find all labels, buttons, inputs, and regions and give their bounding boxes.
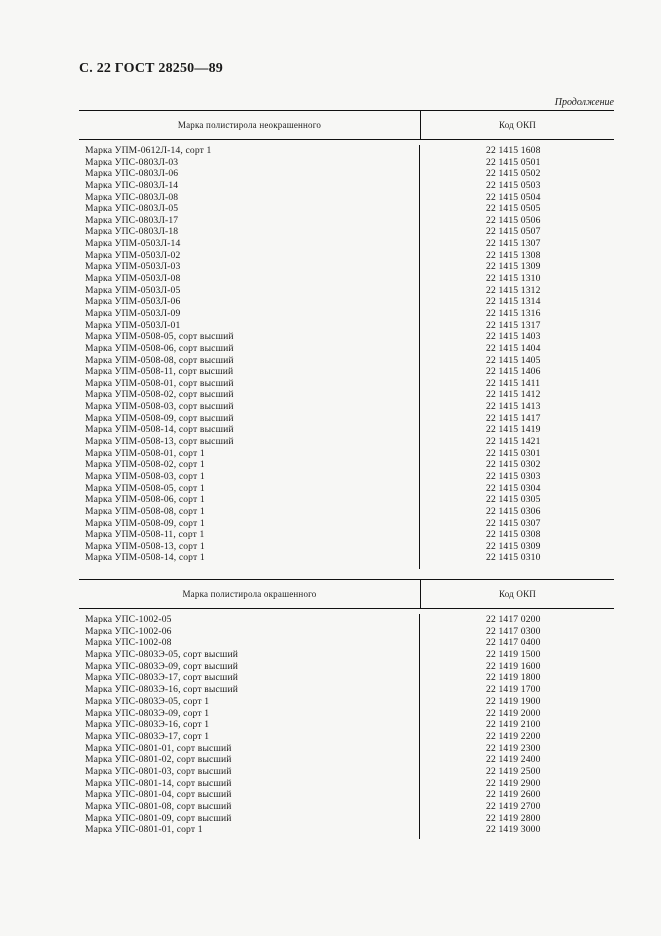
row-code-cell: 22 1415 0302	[486, 459, 541, 471]
row-code-cell: 22 1415 1405	[486, 354, 541, 366]
row-name-cell: Марка УПМ-0503Л-01	[85, 319, 181, 331]
row-code-cell: 22 1415 1417	[486, 412, 541, 424]
row-name-cell: Марка УПМ-0612Л-14, сорт 1	[85, 145, 212, 156]
row-code-cell: 22 1415 0307	[486, 517, 541, 529]
row-code-cell: 22 1415 0309	[486, 540, 541, 552]
row-name-cell: Марка УПС-1002-08	[85, 637, 172, 649]
row-code-cell: 22 1415 1314	[486, 296, 541, 308]
row-name-cell: Марка УПМ-0508-02, сорт 1	[85, 459, 205, 471]
row-code-cell: 22 1419 2300	[486, 742, 541, 754]
row-name-cell: Марка УПМ-0508-14, сорт высший	[85, 424, 234, 436]
row-code-cell: 22 1415 1308	[486, 249, 541, 261]
row-code-cell: 22 1417 0400	[486, 637, 541, 649]
row-name-cell: Марка УПС-0803Э-16, сорт высший	[85, 684, 239, 696]
row-name-cell: Марка УПМ-0508-11, сорт высший	[85, 366, 234, 378]
row-code-cell: 22 1419 1900	[486, 695, 541, 707]
row-name-cell: Марка УПС-0803Л-08	[85, 191, 179, 203]
row-name-cell: Марка УПС-0803Л-03	[85, 156, 179, 168]
row-name-cell: Марка УПМ-0508-03, сорт высший	[85, 401, 234, 413]
row-name-cell: Марка УПС-0803Э-16, сорт 1	[85, 719, 210, 731]
row-name-cell: Марка УПМ-0508-09, сорт высший	[85, 412, 234, 424]
code-column	[420, 145, 614, 569]
row-name-cell: Марка УПМ-0503Л-14	[85, 238, 181, 250]
row-code-cell: 22 1415 0503	[486, 179, 541, 191]
row-name-cell: Марка УПС-0803Э-05, сорт 1	[85, 695, 210, 707]
row-code-cell: 22 1415 0501	[486, 156, 541, 168]
row-name-cell: Марка УПМ-0503Л-06	[85, 296, 181, 308]
row-code-cell: 22 1415 0306	[486, 505, 541, 517]
row-name-cell: Марка УПМ-0508-13, сорт высший	[85, 436, 234, 448]
row-name-cell: Марка УПС-0801-01, сорт высший	[85, 742, 232, 754]
row-name-cell: Марка УПС-1002-05	[85, 614, 172, 625]
row-name-cell: Марка УПС-0801-04, сорт высший	[85, 789, 232, 801]
row-code-cell: 22 1415 0301	[486, 447, 541, 459]
row-code-cell: 22 1419 2800	[486, 812, 541, 824]
name-column	[79, 614, 420, 839]
row-name-cell: Марка УПС-0801-08, сорт высший	[85, 801, 232, 812]
row-name-cell: Марка УПМ-0508-05, сорт высший	[85, 331, 234, 343]
row-name-cell: Марка УПС-0803Л-17	[85, 214, 179, 226]
page-header: С. 22 ГОСТ 28250—89	[79, 61, 223, 76]
row-name-cell: Марка УПМ-0508-08, сорт 1	[85, 505, 205, 517]
row-code-cell: 22 1419 1700	[486, 684, 541, 696]
row-name-cell: Марка УПС-0801-09, сорт высший	[85, 812, 232, 824]
table-body	[79, 140, 614, 569]
row-name-cell: Марка УПМ-0503Л-08	[85, 273, 181, 285]
row-code-cell: 22 1419 2100	[486, 719, 541, 731]
row-code-cell: 22 1419 1500	[486, 649, 541, 661]
row-code-cell: 22 1415 0507	[486, 226, 541, 238]
row-name-cell: Марка УПС-0803Э-09, сорт высший	[85, 660, 239, 672]
row-name-cell: Марка УПС-0803Л-18	[85, 226, 179, 238]
row-code-cell: 22 1419 2600	[486, 789, 541, 801]
row-code-cell: 22 1419 1800	[486, 672, 541, 684]
row-code-cell: 22 1415 0506	[486, 214, 541, 226]
row-name-cell: Марка УПМ-0503Л-05	[85, 284, 181, 296]
row-code-cell: 22 1415 1309	[486, 261, 541, 273]
row-name-cell: Марка УПС-0803Э-17, сорт 1	[85, 730, 210, 742]
row-name-cell: Марка УПС-0803Л-05	[85, 203, 179, 215]
row-name-cell: Марка УПС-0803Л-14	[85, 179, 179, 191]
row-code-cell: 22 1415 1421	[486, 436, 541, 448]
row-name-cell: Марка УПС-0801-14, сорт высший	[85, 777, 232, 789]
row-name-cell: Марка УПМ-0508-06, сорт 1	[85, 494, 205, 506]
row-code-cell: 22 1415 1413	[486, 401, 541, 413]
row-name-cell: Марка УПМ-0508-11, сорт 1	[85, 529, 205, 541]
row-code-cell: 22 1415 1307	[486, 238, 541, 250]
row-code-cell: 22 1419 2400	[486, 754, 541, 766]
row-name-cell: Марка УПС-0803Э-17, сорт высший	[85, 672, 239, 684]
row-code-cell: 22 1415 1310	[486, 273, 541, 285]
row-code-cell: 22 1415 1412	[486, 389, 541, 401]
row-code-cell: 22 1415 0505	[486, 203, 541, 215]
row-code-cell: 22 1415 1312	[486, 284, 541, 296]
row-code-cell: 22 1415 1317	[486, 319, 541, 331]
row-name-cell: Марка УПМ-0508-13, сорт 1	[85, 540, 205, 552]
table-header	[79, 579, 614, 609]
row-name-cell: Марка УПС-0801-01, сорт 1	[85, 824, 203, 836]
row-name-cell: Марка УПМ-0508-02, сорт высший	[85, 389, 234, 401]
row-name-cell: Марка УПМ-0508-01, сорт высший	[85, 377, 234, 389]
row-code-cell: 22 1419 2000	[486, 707, 541, 719]
row-code-cell: 22 1415 0310	[486, 552, 541, 564]
table-header	[79, 110, 614, 140]
row-code-cell: 22 1419 2900	[486, 777, 541, 789]
row-name-cell: Марка УПС-0803Э-09, сорт 1	[85, 707, 210, 719]
row-code-cell: 22 1415 1608	[486, 145, 541, 156]
row-name-cell: Марка УПМ-0503Л-03	[85, 261, 181, 273]
row-name-cell: Марка УПМ-0508-09, сорт 1	[85, 517, 205, 529]
continuation-label: Продолжение	[554, 97, 614, 108]
row-code-cell: 22 1415 0305	[486, 494, 541, 506]
column-header-code: Код ОКП	[498, 589, 537, 599]
row-code-cell: 22 1419 1600	[486, 660, 541, 672]
row-code-cell: 22 1419 2700	[486, 801, 541, 812]
row-name-cell: Марка УПМ-0508-06, сорт высший	[85, 342, 234, 354]
row-code-cell: 22 1415 0504	[486, 191, 541, 203]
row-code-cell: 22 1419 2200	[486, 730, 541, 742]
row-code-cell: 22 1415 1411	[486, 377, 541, 389]
row-code-cell: 22 1415 1406	[486, 366, 541, 378]
row-code-cell: 22 1415 0308	[486, 529, 541, 541]
row-code-cell: 22 1415 1404	[486, 342, 541, 354]
row-code-cell: 22 1415 0502	[486, 168, 541, 180]
row-name-cell: Марка УПМ-0508-01, сорт 1	[85, 447, 205, 459]
row-name-cell: Марка УПС-0803Э-05, сорт высший	[85, 649, 239, 661]
column-header-name: Марка полистирола окрашенного	[79, 580, 421, 608]
row-name-cell: Марка УПМ-0508-14, сорт 1	[85, 552, 205, 564]
row-code-cell: 22 1417 0200	[486, 614, 541, 625]
row-name-cell: Марка УПМ-0508-03, сорт 1	[85, 470, 205, 482]
column-header-name: Марка полистирола неокрашенного	[79, 111, 421, 139]
table-colored	[79, 579, 614, 839]
row-code-cell: 22 1415 1403	[486, 331, 541, 343]
row-name-cell: Марка УПМ-0503Л-09	[85, 307, 181, 319]
row-code-cell: 22 1419 3000	[486, 824, 541, 836]
row-name-cell: Марка УПМ-0503Л-02	[85, 249, 181, 261]
row-code-cell: 22 1419 2500	[486, 765, 541, 777]
row-code-cell: 22 1415 1316	[486, 307, 541, 319]
row-code-cell: 22 1417 0300	[486, 625, 541, 637]
row-name-cell: Марка УПС-1002-06	[85, 625, 172, 637]
row-name-cell: Марка УПМ-0508-05, сорт 1	[85, 482, 205, 494]
table-uncolored	[79, 110, 614, 569]
row-name-cell: Марка УПС-0803Л-06	[85, 168, 179, 180]
table-body	[79, 609, 614, 839]
column-header-code: Код ОКП	[498, 120, 537, 130]
name-column	[79, 145, 420, 569]
row-name-cell: Марка УПС-0801-03, сорт высший	[85, 765, 232, 777]
code-column	[420, 614, 614, 839]
row-code-cell: 22 1415 1419	[486, 424, 541, 436]
row-code-cell: 22 1415 0303	[486, 470, 541, 482]
row-name-cell: Марка УПМ-0508-08, сорт высший	[85, 354, 234, 366]
row-name-cell: Марка УПС-0801-02, сорт высший	[85, 754, 232, 766]
row-code-cell: 22 1415 0304	[486, 482, 541, 494]
